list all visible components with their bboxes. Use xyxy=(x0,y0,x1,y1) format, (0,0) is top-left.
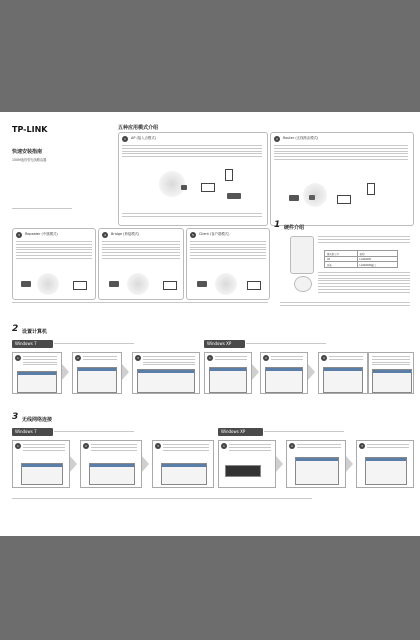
wireless-os-tab-winxp[interactable]: Windows XP xyxy=(218,428,263,436)
table-header: 说明 xyxy=(357,251,397,257)
wireless-winxp-step-2 xyxy=(286,440,346,488)
step-arrow-icon xyxy=(252,364,259,380)
setup-os-tab-winxp[interactable]: Windows XP xyxy=(204,340,245,348)
mode-number-badge: 1 xyxy=(122,136,128,142)
hardware-section-number: 1 xyxy=(274,220,281,230)
guide-sheet xyxy=(0,112,420,536)
router-icon xyxy=(197,281,207,287)
phone-icon xyxy=(367,183,375,195)
step-screenshot xyxy=(17,371,57,393)
step-number: 3 xyxy=(135,355,141,361)
wireless-signal-icon xyxy=(215,273,237,295)
step-instruction xyxy=(163,444,209,452)
modem-icon xyxy=(227,193,241,199)
step-arrow-icon xyxy=(308,364,315,380)
step-screenshot xyxy=(372,369,412,393)
step-number: 1 xyxy=(221,443,227,449)
wireless-os-tab-win7[interactable]: Windows 7 xyxy=(12,428,53,436)
step-arrow-icon xyxy=(346,456,353,472)
router-icon xyxy=(109,281,119,287)
step-screenshot xyxy=(225,465,261,477)
wireless-win7-step-1 xyxy=(12,440,70,488)
step-instruction xyxy=(229,444,271,452)
hardware-notes xyxy=(318,272,410,294)
hardware-title: 硬件介绍 xyxy=(284,225,305,231)
step-instruction xyxy=(367,444,409,450)
intro-title: 五种应用模式介绍 xyxy=(118,125,159,131)
step-screenshot xyxy=(323,367,363,393)
setup-section-number: 2 xyxy=(12,324,19,334)
mode-bridge-panel xyxy=(98,228,184,300)
step-instruction xyxy=(329,356,363,362)
mode-description xyxy=(102,241,180,261)
mode-name: Router (无线路由模式) xyxy=(283,136,319,140)
wireless-footnote xyxy=(12,498,312,501)
step-number: 2 xyxy=(289,443,295,449)
mode-description xyxy=(274,145,408,162)
step-number: 2 xyxy=(83,443,89,449)
wireless-winxp-step-1 xyxy=(218,440,276,488)
step-arrow-icon xyxy=(122,364,129,380)
mode-name: AP (接入点模式) xyxy=(131,136,157,140)
wireless-signal-icon xyxy=(37,273,59,295)
table-cell: AP xyxy=(325,257,358,262)
laptop-icon xyxy=(201,183,215,192)
wireless-win7-step-2 xyxy=(80,440,142,488)
device-side-image xyxy=(294,276,312,292)
wireless-section-number: 3 xyxy=(12,412,19,422)
setup-os-tab-win7[interactable]: Windows 7 xyxy=(12,340,53,348)
modes-footnote xyxy=(12,302,268,305)
wireless-signal-icon xyxy=(127,273,149,295)
mode-name: Client (客户端模式) xyxy=(199,232,230,236)
laptop-icon xyxy=(73,281,87,290)
step-instruction xyxy=(91,444,137,452)
mode-number-badge: 2 xyxy=(274,136,280,142)
hardware-description xyxy=(318,236,410,244)
mode-repeater-panel xyxy=(12,228,96,300)
step-instruction xyxy=(83,356,117,362)
setup-win7-step-2 xyxy=(72,352,122,394)
table-cell: LAN/WAN接口 xyxy=(357,262,397,268)
step-arrow-icon xyxy=(276,456,283,472)
setup-win7-step-3 xyxy=(132,352,200,394)
step-instruction xyxy=(271,356,303,362)
setup-winxp-step-1 xyxy=(204,352,252,394)
indicator-table xyxy=(324,250,398,268)
mode-client-panel xyxy=(186,228,270,300)
step-number: 3 xyxy=(321,355,327,361)
mode-number-badge: 4 xyxy=(102,232,108,238)
setup-winxp-step-3 xyxy=(318,352,368,394)
wireless-signal-icon xyxy=(159,171,185,197)
step-screenshot xyxy=(265,367,303,393)
laptop-icon xyxy=(337,195,351,204)
wireless-winxp-step-3 xyxy=(356,440,414,488)
cover-subtitle: 150M迷你型无线路由器 xyxy=(12,158,47,162)
step-screenshot xyxy=(161,463,207,485)
mode-description xyxy=(190,241,266,261)
mode-description xyxy=(16,241,92,261)
mode-number-badge: 3 xyxy=(16,232,22,238)
table-header: 模式指示灯 xyxy=(325,251,358,257)
setup-title: 设置计算机 xyxy=(22,329,48,335)
step-screenshot xyxy=(89,463,135,485)
wireless-title: 无线网络连接 xyxy=(22,417,53,423)
step-instruction xyxy=(143,356,195,367)
setup-winxp-step-4 xyxy=(368,352,414,394)
step-number: 2 xyxy=(75,355,81,361)
wireless-os-note xyxy=(264,431,344,434)
mode-name: Bridge (桥接模式) xyxy=(111,232,140,236)
step-arrow-icon xyxy=(70,456,77,472)
step-arrow-icon xyxy=(142,456,149,472)
step-instruction xyxy=(372,356,410,367)
step-screenshot xyxy=(21,463,63,485)
setup-os-note xyxy=(54,343,134,346)
wireless-signal-icon xyxy=(303,183,327,207)
step-number: 3 xyxy=(155,443,161,449)
mode-footnote xyxy=(122,213,262,219)
wireless-os-note xyxy=(54,431,134,434)
step-arrow-icon xyxy=(62,364,69,380)
step-screenshot xyxy=(295,457,339,485)
laptop-icon xyxy=(247,281,261,290)
mode-router-panel xyxy=(270,132,414,226)
step-instruction xyxy=(23,356,57,367)
brand-logo: TP-LINK xyxy=(12,125,48,134)
router-icon xyxy=(181,185,187,190)
modem-icon xyxy=(289,195,299,201)
step-instruction xyxy=(297,444,341,450)
step-screenshot xyxy=(365,457,407,485)
setup-os-note xyxy=(246,343,326,346)
step-number: 2 xyxy=(263,355,269,361)
step-number: 1 xyxy=(15,355,21,361)
step-screenshot xyxy=(209,367,247,393)
step-number: 3 xyxy=(359,443,365,449)
phone-icon xyxy=(225,169,233,181)
wireless-win7-step-3 xyxy=(152,440,214,488)
step-screenshot xyxy=(77,367,117,393)
hardware-footnote xyxy=(280,302,410,308)
laptop-icon xyxy=(163,281,177,290)
mode-ap-panel xyxy=(118,132,268,226)
device-front-image xyxy=(290,236,314,274)
mode-description xyxy=(122,145,262,159)
cover-footer-text xyxy=(12,208,72,211)
step-instruction xyxy=(23,444,65,452)
setup-win7-step-1 xyxy=(12,352,62,394)
router-icon xyxy=(21,281,31,287)
table-cell: 其他 xyxy=(325,262,358,268)
step-screenshot xyxy=(137,369,195,393)
step-number: 1 xyxy=(207,355,213,361)
step-number: 1 xyxy=(15,443,21,449)
cover-title: 快速安装指南 xyxy=(12,149,43,155)
step-instruction xyxy=(215,356,247,362)
mode-name: Repeater (中继模式) xyxy=(25,232,58,236)
table-cell: LAN/WAN xyxy=(357,257,397,262)
mode-number-badge: 5 xyxy=(190,232,196,238)
setup-winxp-step-2 xyxy=(260,352,308,394)
